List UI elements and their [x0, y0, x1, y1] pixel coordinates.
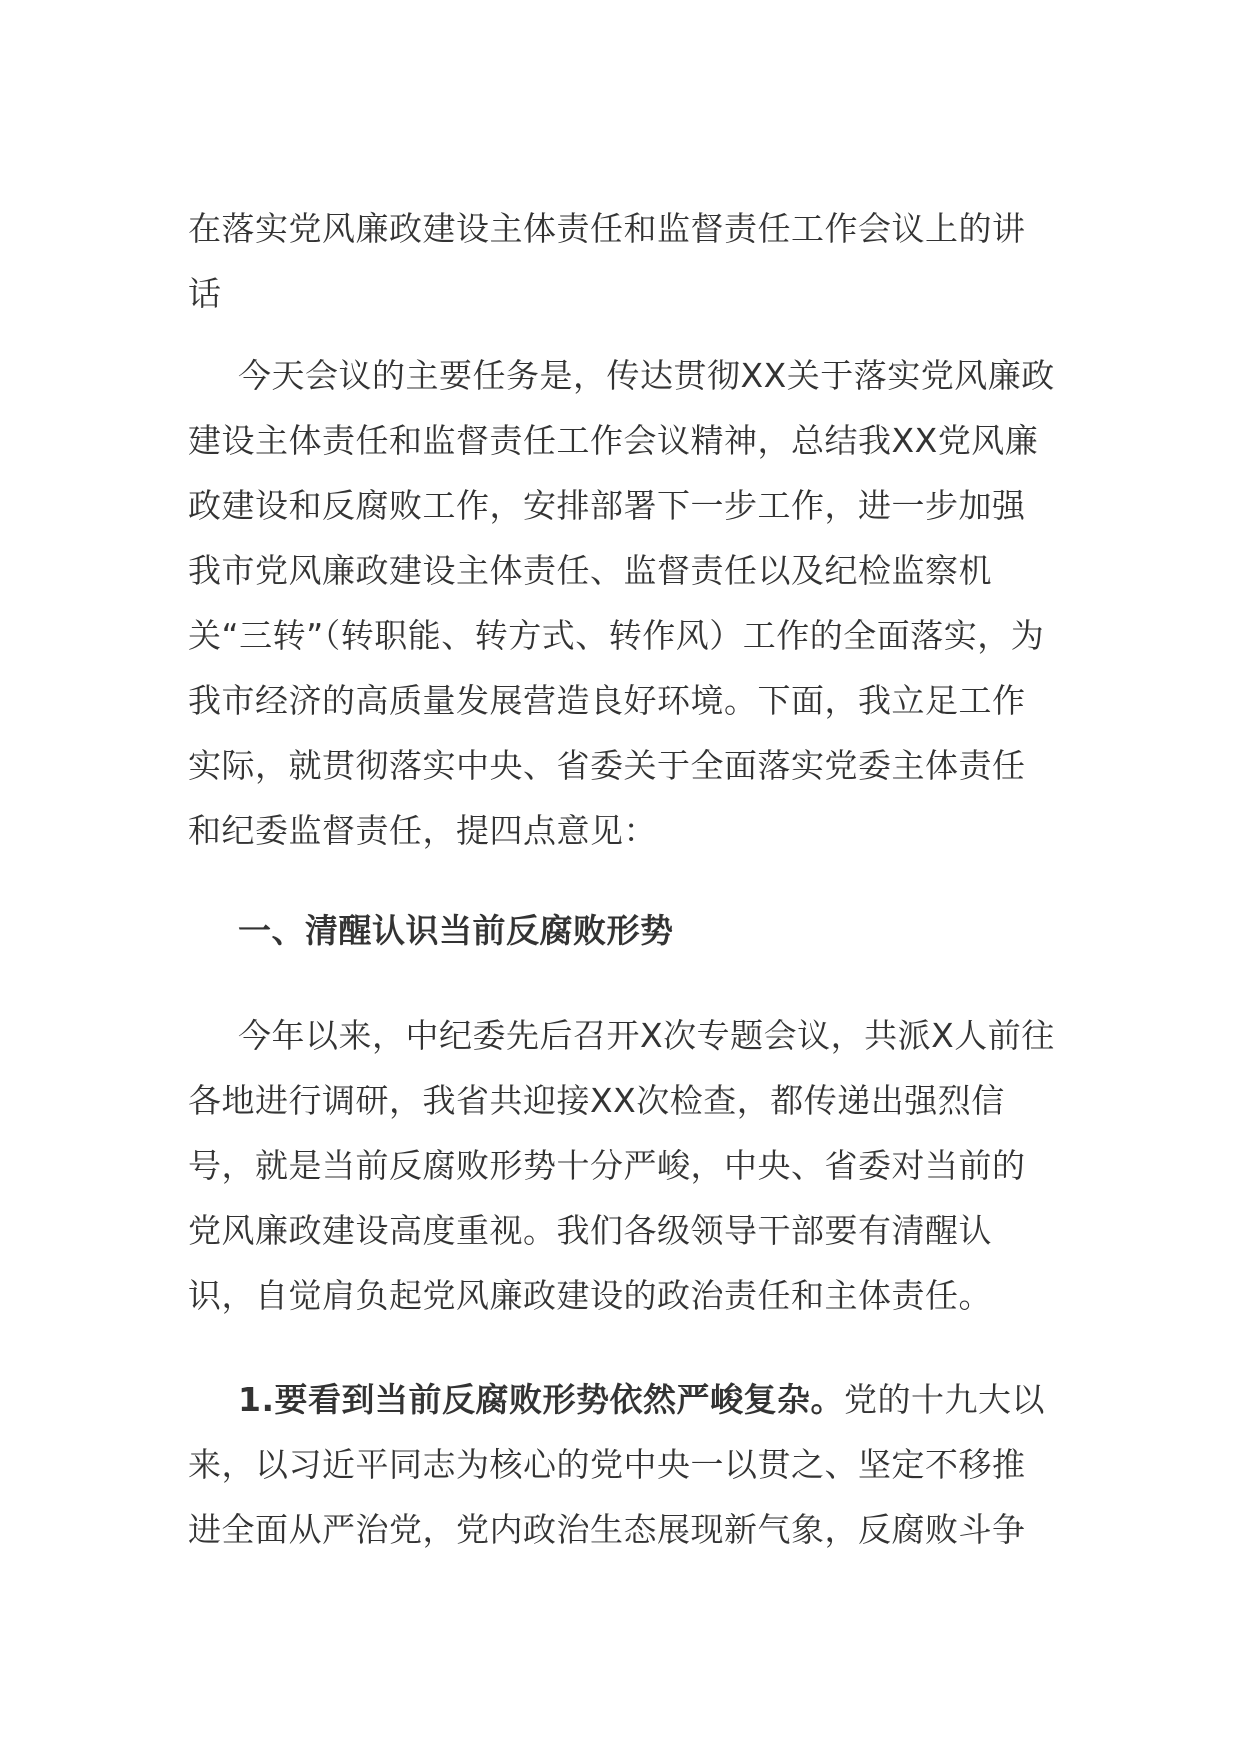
point-text: 党的十九大以来，以习近平同志为核心的党中央一以贯之、坚定不移推进全面从严治党，党内政治生态展现新气象，反腐败斗争: [188, 1380, 1045, 1549]
section-heading: 一、清醒认识当前反腐败形势: [238, 911, 674, 950]
document-title: 在落实党风廉政建设主体责任和监督责任工作会议上的讲话: [188, 209, 1026, 313]
section-paragraph: 今年以来，中纪委先后召开X次专题会议，共派X人前往各地进行调研，我省共迎接XX次检查，都传递出强烈信号，就是当前反腐败形势十分严峻，中央、省委对当前的党风廉政建设高度重视。我们各级领导干部要有清醒认识，自觉肩负起党风廉政建设的政治责任和主体责任。: [188, 1016, 1055, 1315]
intro-paragraph: 今天会议的主要任务是，传达贯彻XX关于落实党风廉政建设主体责任和监督责任工作会议精神，总结我XX党风廉政建设和反腐败工作，安排部署下一步工作，进一步加强我市党风廉政建设主体责任、监督责任以及纪检监察机关“三转”（转职能、转方式、转作风）工作的全面落实，为我市经济的高质量发展营造良好环境。下面，我立足工作实际，就贯彻落实中央、省委关于全面落实党委主体责任和纪委监督责任，提四点意见：: [188, 356, 1055, 850]
point-paragraph: [188, 1367, 1058, 1562]
point-lead: 1.要看到当前反腐败形势依然严峻复杂。: [238, 1380, 844, 1419]
